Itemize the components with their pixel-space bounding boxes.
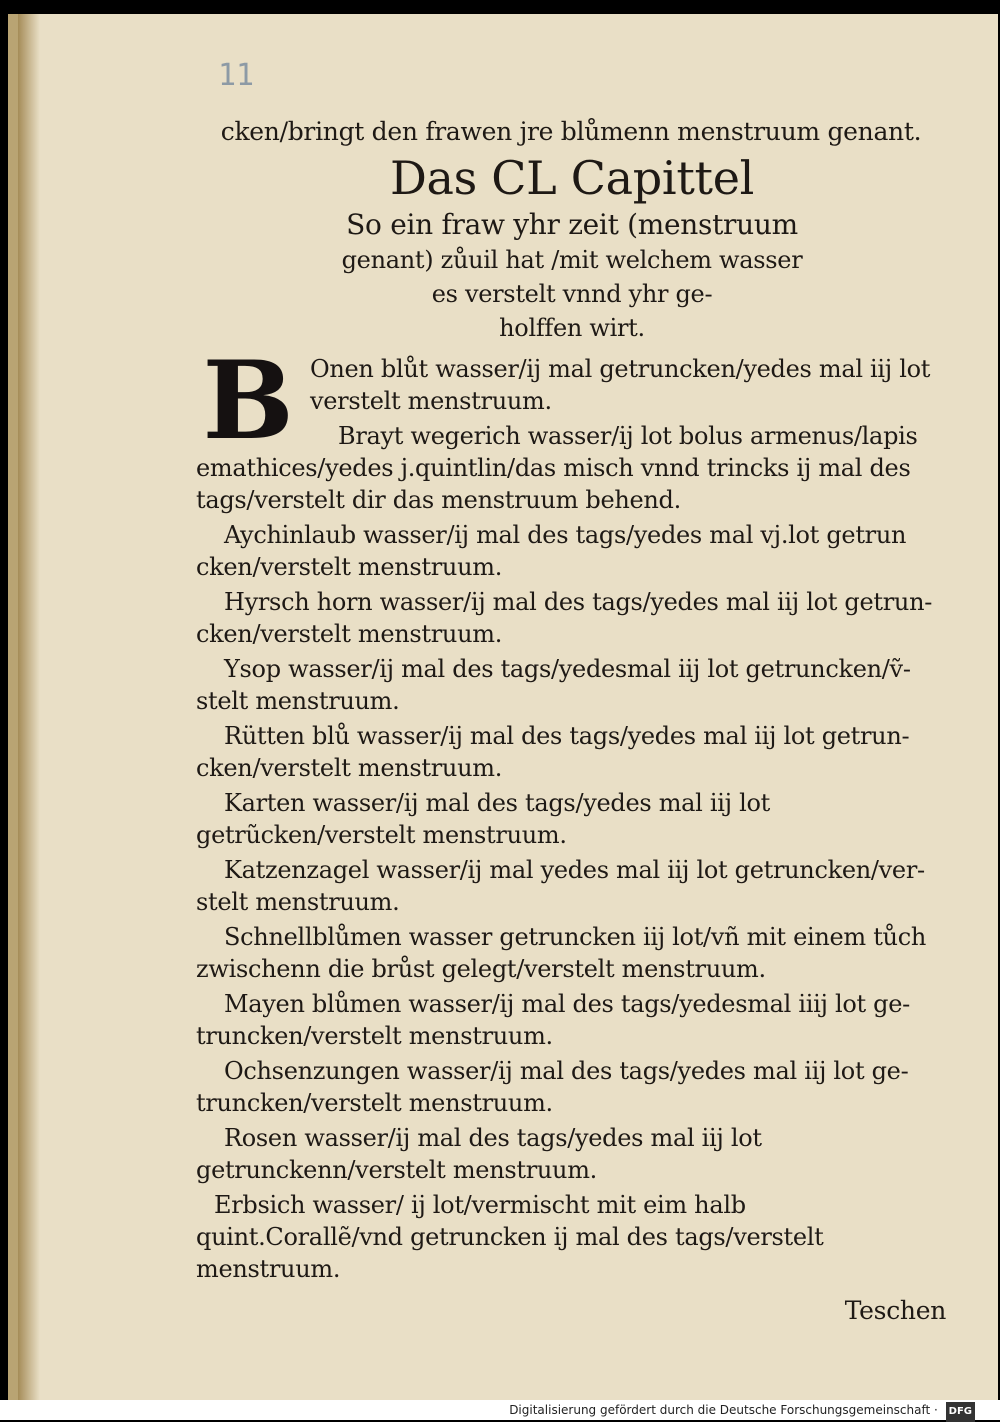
first-paragraph — [196, 338, 956, 464]
recipe-entry: Ochsenzungen wasser/ij mal des tags/yedes mal iij lot ge-truncken/verstelt menstruum. — [196, 1057, 909, 1117]
recipe-entry: Aychinlaub wasser/ij mal des tags/yedes mal vj.lot getrun cken/verstelt menstruum. — [196, 521, 907, 581]
recipe-entry: Brayt wegerich wasser/ij lot bolus armenus/lapis emathices/yedes j.quintlin/das misch vnnd trincks ij mal des tags/verstelt dir das menstruum behend. — [196, 422, 918, 514]
recipe-entry: Schnellblůmen wasser getruncken iij lot/vñ mit einem tůch zwischenn die brůst gelegt/verstelt menstruum. — [196, 923, 927, 983]
recipe-entry: Ysop wasser/ij mal des tags/yedesmal iij lot getruncken/ṽ-stelt menstruum. — [196, 655, 911, 715]
chapter-title: Das CL Capittel — [389, 151, 755, 205]
recipe-entry: Hyrsch horn wasser/ij mal des tags/yedes mal iij lot getrun-cken/verstelt menstruum. — [196, 588, 933, 648]
first-paragraph-text: Onen blůt wasser/ij mal getruncken/yedes mal iij lot verstelt menstruum. — [310, 355, 931, 415]
heading-line-1: So ein fraw yhr zeit (menstruum — [346, 208, 798, 241]
recipe-entry: Rosen wasser/ij mal des tags/yedes mal iij lot getrunckenn/verstelt menstruum. — [196, 1124, 762, 1184]
recipe-entry: Karten wasser/ij mal des tags/yedes mal iij lot getrũcken/verstelt menstruum. — [196, 789, 770, 849]
continuation-line: cken/bringt den frawen jre blůmenn menstruum genant. — [220, 117, 922, 146]
recipe-entry: Katzenzagel wasser/ij mal yedes mal iij lot getruncken/ver-stelt menstruum. — [196, 856, 925, 916]
dfg-logo: DFG — [946, 1402, 975, 1422]
footer-text: Digitalisierung gefördert durch die Deutsche Forschungsgemeinschaft · — [509, 1403, 938, 1417]
page-text — [196, 116, 956, 1327]
heading-line-2: genant) zůuil hat /mit welchem wasser — [341, 246, 803, 274]
recipe-entry-last: Erbsich wasser/ ij lot/vermischt mit eim halb quint.Corallẽ/vnd getruncken ij mal des tags/verstelt menstruum. — [196, 1191, 824, 1283]
heading-line-4: holffen wirt. — [499, 314, 645, 342]
decorated-initial: B — [202, 338, 294, 464]
digitization-footer — [0, 1400, 1000, 1420]
recipe-entry: Mayen blůmen wasser/ij mal des tags/yedesmal iiij lot ge-truncken/verstelt menstruum. — [196, 990, 910, 1050]
book-page — [8, 14, 998, 1402]
catchword: Teschen — [844, 1296, 946, 1325]
heading-line-3: es verstelt vnnd yhr ge- — [431, 280, 713, 308]
recipe-entry: Rütten blů wasser/ij mal des tags/yedes mal iij lot getrun-cken/verstelt menstruum. — [196, 722, 910, 782]
margin-mark: 11 — [218, 58, 255, 93]
